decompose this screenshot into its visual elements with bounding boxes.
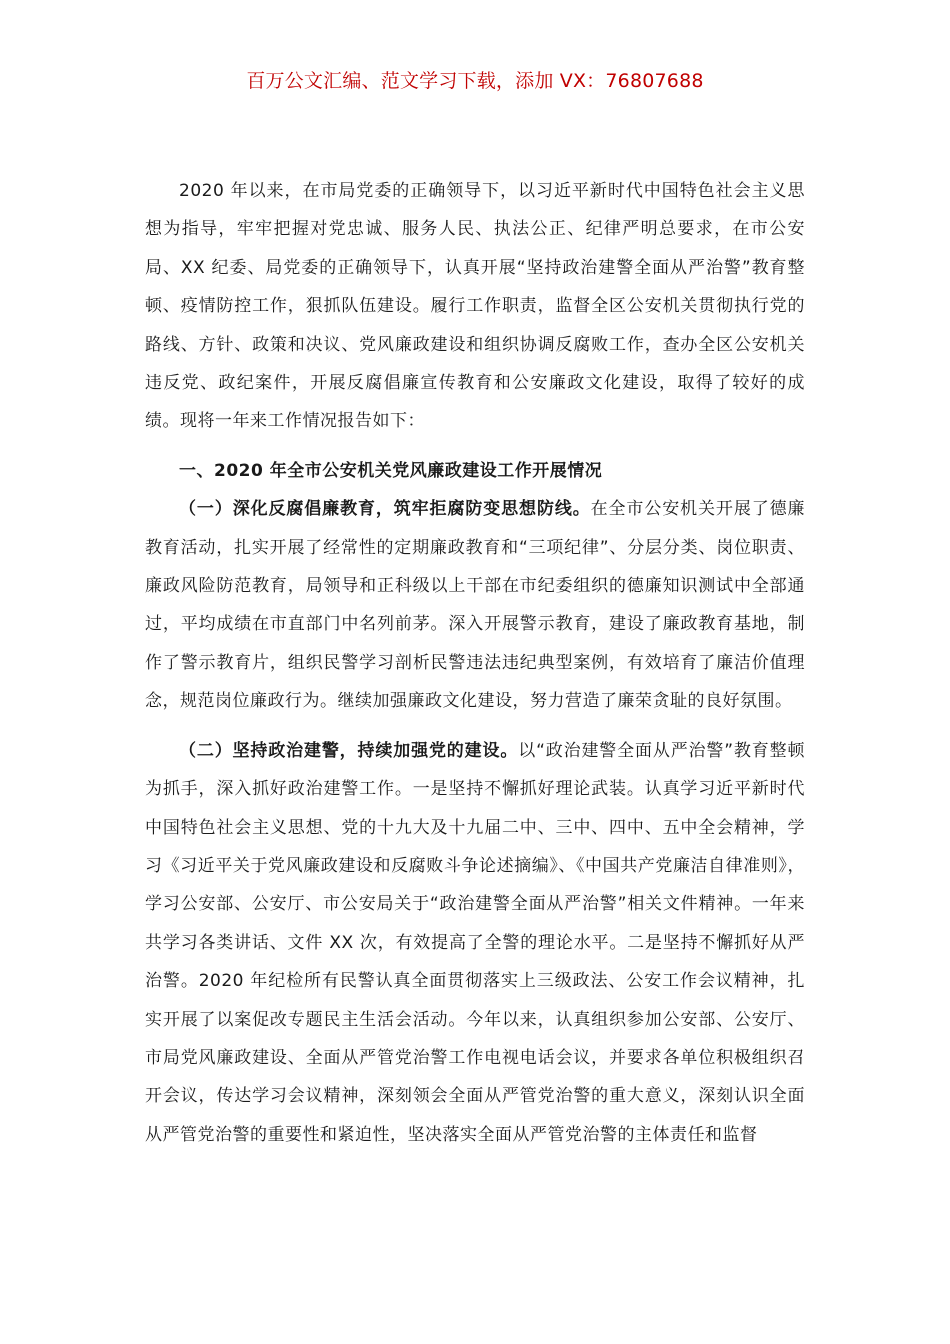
heading-level-1: 一、2020 年全市公安机关党风廉政建设工作开展情况 xyxy=(179,460,603,481)
section-2-title: （二）坚持政治建警，持续加强党的建设。 xyxy=(179,740,519,761)
section-1-body: 在全市公安机关开展了德廉教育活动，扎实开展了经常性的定期廉政教育和“三项纪律”、分层分类、岗位职责、廉政风险防范教育，局领导和正科级以上干部在市纪委组织的德廉知识测试中全部通过，平均成绩在市直部门中名列前茅。深入开展警示教育，建设了廉政教育基地，制作了警示教育片，组织民警学习剖析民警违法违纪典型案例，有效培育了廉洁价值理念，规范岗位廉政行为。继续加强廉政文化建设，努力营造了廉荣贪耻的良好氛围。 xyxy=(145,499,806,712)
section-1-title: （一）深化反腐倡廉教育，筑牢拒腐防变思想防线。 xyxy=(179,499,591,520)
header-watermark: 百万公文汇编、范文学习下载，添加 VX：76807688 xyxy=(246,70,704,92)
section-1-paragraph xyxy=(145,490,805,720)
section-2-body: 以“政治建警全面从严治警”教育整顿为抓手，深入抓好政治建警工作。一是坚持不懈抓好理论武装。认真学习近平新时代中国特色社会主义思想、党的十九大及十九届二中、三中、四中、五中全会精神，学习《习近平关于党风廉政建设和反腐败斗争论述摘编》、《中国共产党廉洁自律准则》，学习公安部、公安厅、市公安局关于“政治建警全面从严治警”相关文件精神。一年来共学习各类讲话、文件 XX 次，有效提高了全警的理论水平。二是坚持不懈抓好从严治警。2020 年纪检所有民警认真全面贯彻落实上三级政法、公安工作会议精神，扎实开展了以案促改专题民主生活会活动。今年以来，认真组织参加公安部、公安厅、市局党风廉政建设、全面从严管党治警工作电视电话会议，并要求各单位积极组织召开会议，传达学习会议精神，深刻领会全面从严管党治警的重大意义，深刻认识全面从严管党治警的重要性和紧迫性，坚决落实全面从严管党治警的主体责任和监督 xyxy=(145,740,805,1145)
intro-paragraph: 2020 年以来，在市局党委的正确领导下，以习近平新时代中国特色社会主义思想为指导，牢牢把握对党忠诚、服务人民、执法公正、纪律严明总要求，在市公安局、XX 纪委、局党委的正确领导下，认真开展“坚持政治建警全面从严治警”教育整顿、疫情防控工作，狠抓队伍建设。履行工作职责，监督全区公安机关贯彻执行党的路线、方针、政策和决议、党风廉政建设和组织协调反腐败工作，查办全区公安机关违反党、政纪案件，开展反腐倡廉宣传教育和公安廉政文化建设，取得了较好的成绩。现将一年来工作情况报告如下： xyxy=(145,181,805,432)
document-body xyxy=(145,172,805,1154)
section-2-paragraph xyxy=(145,732,805,1154)
